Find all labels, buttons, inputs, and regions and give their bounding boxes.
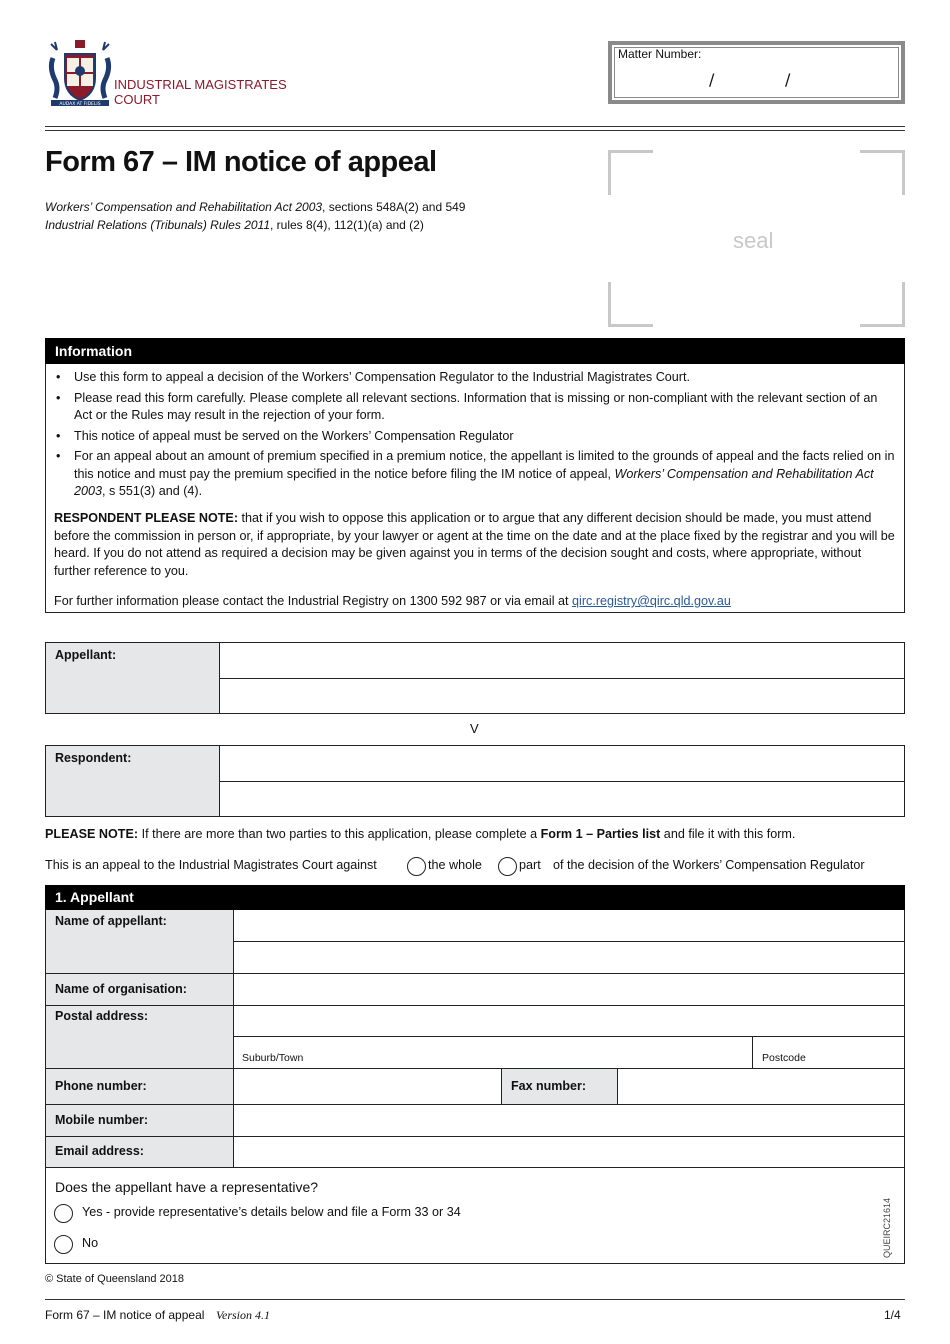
radio-part-decision[interactable] — [498, 857, 517, 876]
registry-email-link[interactable]: qirc.registry@qirc.qld.gov.au — [572, 594, 731, 608]
column-divider — [501, 1069, 502, 1104]
respondent-note — [54, 510, 896, 580]
organisation-label: Name of organisation: — [55, 982, 187, 996]
act-sections: , sections 548A(2) and 549 — [322, 200, 466, 214]
appeal-scope-text-end: of the decision of the Workers’ Compensation Regulator — [553, 858, 865, 872]
contact-info — [54, 593, 896, 611]
copyright: © State of Queensland 2018 — [45, 1273, 184, 1285]
organisation-name-input[interactable] — [234, 974, 904, 1005]
info-bullet: • Use this form to appeal a decision of the Workers’ Compensation Regulator to the Industrial Magistrates Court. — [54, 369, 896, 387]
footer-version: Version 4.1 — [216, 1308, 270, 1322]
matter-number-label: Matter Number: — [618, 47, 702, 61]
mobile-number-label: Mobile number: — [55, 1113, 149, 1127]
info-bullet: • This notice of appeal must be served on the Workers’ Compensation Regulator — [54, 428, 896, 446]
page-number: 1/4 — [884, 1308, 901, 1322]
info-bullet — [54, 448, 896, 501]
radio-whole-label: the whole — [428, 858, 482, 872]
crest-motto: AUDAX AT FIDELIS — [59, 102, 101, 107]
court-name — [114, 77, 287, 107]
radio-part-label: part — [519, 858, 541, 872]
info-bullet: • Please read this form carefully. Please complete all relevant sections. Information that is missing or non-compliant with the relevant section of an Act or the Rules may result in the rejection of your form. — [54, 390, 896, 425]
footer-form-name: Form 67 – IM notice of appeal — [45, 1308, 205, 1322]
court-name-line1: INDUSTRIAL MAGISTRATES — [114, 77, 287, 92]
respondent-note-text: that if you wish to oppose this application or to argue that any different decision should be made, you must attend before the commission in person or, if appropriate, by your lawyer or agent at the time on the date and at the place fixed by the registrar and you will be heard. If you do not attend as required a decision may be given against you in terms of the decision sought and costs, where appropriate, without further reference to you. — [54, 511, 895, 578]
parties-note-label: PLEASE NOTE: — [45, 827, 139, 841]
postal-address-input[interactable] — [234, 1006, 904, 1036]
info-bullet-end: , s 551(3) and (4). — [102, 484, 203, 498]
appellant-name-input-1[interactable] — [234, 911, 904, 941]
respondent-field-divider — [220, 781, 904, 782]
seal-corner — [608, 150, 653, 195]
matter-number-separator: / — [785, 70, 791, 89]
suburb-label: Suburb/Town — [242, 1052, 304, 1064]
appellant-field-divider — [220, 678, 904, 679]
information-heading: Information — [45, 338, 905, 364]
email-address-input[interactable] — [234, 1137, 904, 1167]
rules-name: Industrial Relations (Tribunals) Rules 2011 — [45, 218, 270, 232]
legislation-reference-1 — [45, 200, 465, 214]
act-name: Workers’ Compensation and Rehabilitation Act 2003 — [45, 200, 323, 214]
appellant-label: Appellant: — [46, 643, 220, 713]
parties-note-text: If there are more than two parties to this application, please complete a — [138, 827, 541, 841]
footer-divider — [45, 1299, 905, 1300]
representative-question: Does the appellant have a representative? — [55, 1179, 319, 1195]
matter-number-separator: / — [709, 70, 715, 89]
email-address-label: Email address: — [55, 1144, 144, 1158]
document-code: QUEIRC21614 — [882, 1197, 892, 1258]
appellant-name-input-2[interactable] — [234, 942, 904, 973]
row-divider — [45, 1167, 905, 1168]
legislation-reference-2 — [45, 218, 424, 232]
appeal-scope-text: This is an appeal to the Industrial Magistrates Court against — [45, 858, 377, 872]
court-name-line2: COURT — [114, 92, 160, 107]
radio-representative-no[interactable] — [54, 1235, 73, 1254]
seal-corner — [608, 282, 653, 327]
rules-sections: , rules 8(4), 112(1)(a) and (2) — [270, 218, 424, 232]
info-bullet-act: Workers’ Compensation and Rehabilitation Act 2003 — [74, 466, 874, 498]
fax-number-label: Fax number: — [511, 1079, 587, 1093]
postcode-label: Postcode — [762, 1052, 806, 1064]
info-bullet-text: For an appeal about an amount of premium specified in a premium notice, the appellant is limited to the grounds of appeal and the facts relied on in this notice and must pay the premium specified in the notice before filing the IM notice of appeal, — [74, 449, 895, 481]
parties-list-form-ref: Form 1 – Parties list — [540, 827, 661, 841]
appellant-table — [45, 642, 905, 714]
respondent-label: Respondent: — [46, 746, 220, 816]
header-divider — [45, 130, 905, 131]
postal-address-label: Postal address: — [55, 1009, 149, 1023]
mobile-number-input[interactable] — [234, 1105, 904, 1136]
phone-number-label: Phone number: — [55, 1079, 147, 1093]
section-1-heading: 1. Appellant — [45, 885, 905, 910]
suburb-input[interactable] — [234, 1037, 752, 1068]
radio-representative-yes[interactable] — [54, 1204, 73, 1223]
parties-note-text-end: and file it with this form. — [660, 827, 796, 841]
seal-placeholder: seal — [733, 228, 774, 253]
appellant-name-label: Name of appellant: — [55, 914, 167, 928]
information-bullets — [54, 369, 896, 504]
respondent-table — [45, 745, 905, 817]
court-crest-logo — [45, 38, 115, 108]
seal-corner — [860, 282, 905, 327]
radio-whole-decision[interactable] — [407, 857, 426, 876]
versus-label: V — [470, 721, 479, 736]
parties-note — [45, 827, 795, 841]
phone-number-input[interactable] — [234, 1069, 501, 1104]
fax-number-input[interactable] — [618, 1069, 904, 1104]
representative-no-label: No — [82, 1236, 99, 1250]
contact-text: For further information please contact the Industrial Registry on 1300 592 987 or via email at — [54, 594, 573, 608]
header-divider — [45, 126, 905, 127]
representative-yes-label: Yes - provide representative’s details below and file a Form 33 or 34 — [82, 1205, 461, 1219]
seal-corner — [860, 150, 905, 195]
respondent-note-label: RESPONDENT PLEASE NOTE: — [54, 511, 239, 525]
form-title: Form 67 – IM notice of appeal — [45, 146, 437, 178]
